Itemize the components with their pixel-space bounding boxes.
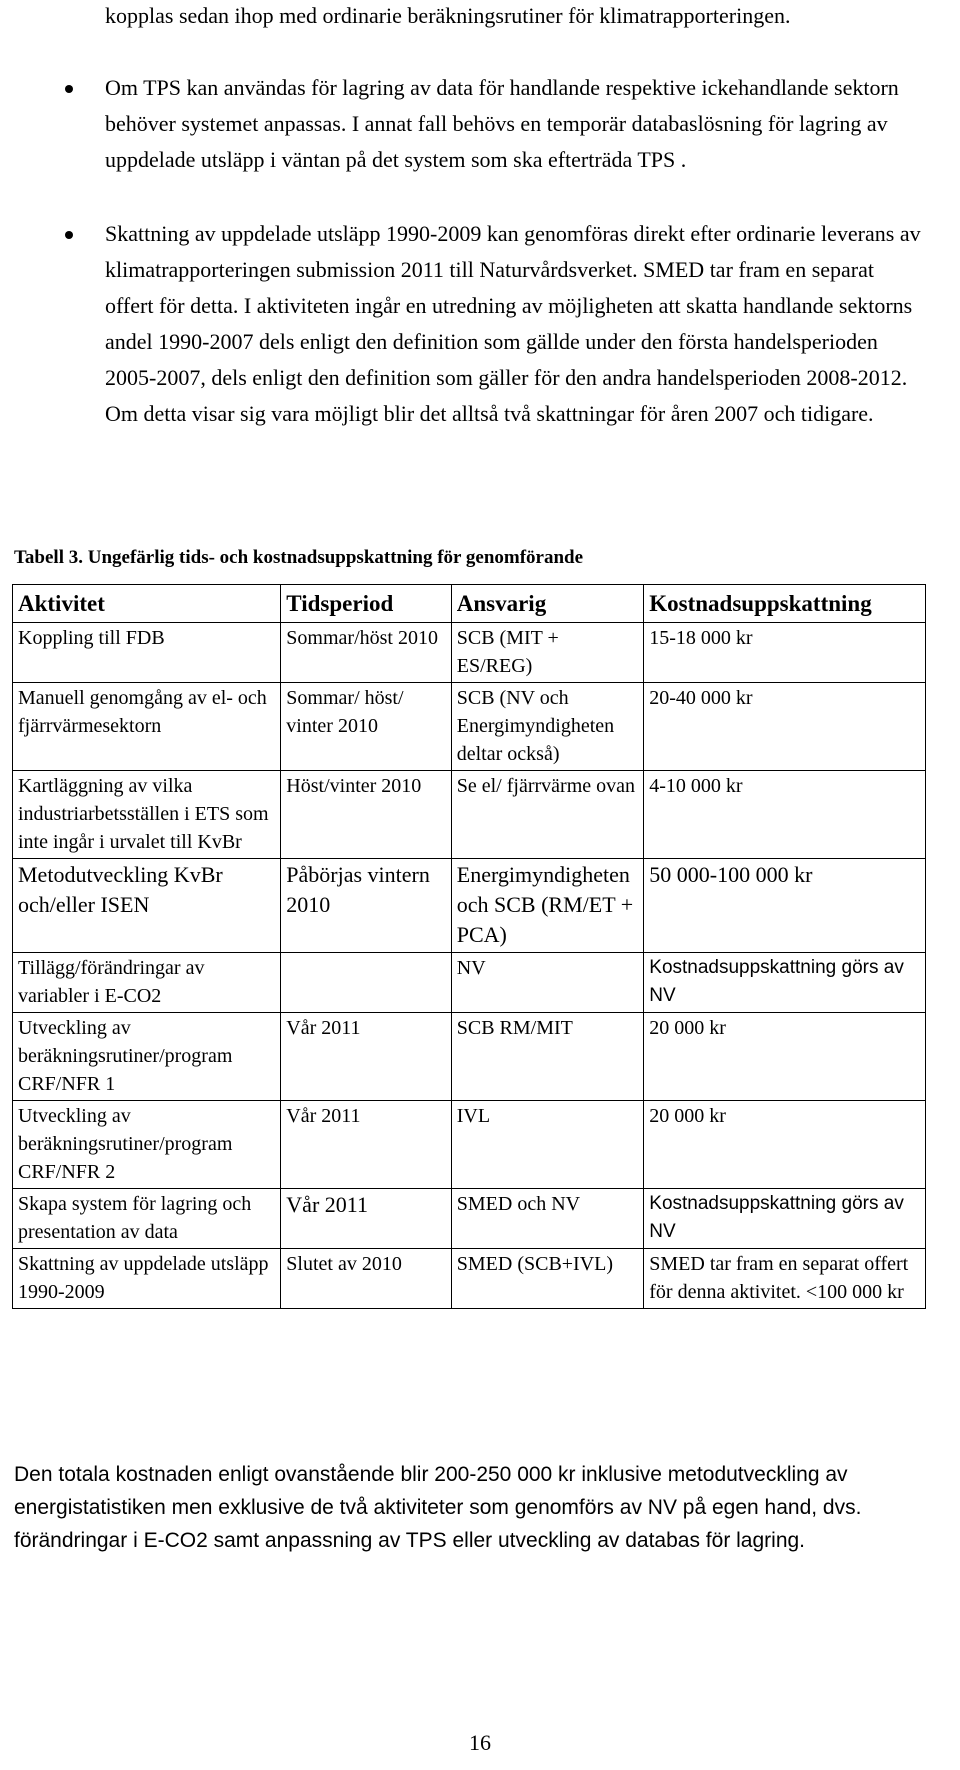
table-cell: Tillägg/förändringar av variabler i E-CO2 bbox=[13, 953, 281, 1013]
table-row bbox=[13, 1189, 926, 1249]
table-cell: Slutet av 2010 bbox=[281, 1249, 451, 1309]
table-row bbox=[13, 683, 926, 771]
table-cell: 20 000 kr bbox=[644, 1101, 926, 1189]
column-header: Aktivitet bbox=[13, 585, 281, 623]
table-cell: Sommar/ höst/ vinter 2010 bbox=[281, 683, 451, 771]
table-row bbox=[13, 623, 926, 683]
table-cell: Kostnadsuppskattning görs av NV bbox=[644, 953, 926, 1013]
table-cell: Vår 2011 bbox=[281, 1013, 451, 1101]
table-cell: Se el/ fjärrvärme ovan bbox=[451, 771, 644, 859]
table-cell: SCB (MIT + ES/REG) bbox=[451, 623, 644, 683]
table-row bbox=[13, 859, 926, 953]
table-cell: 20 000 kr bbox=[644, 1013, 926, 1101]
table-cell: SCB RM/MIT bbox=[451, 1013, 644, 1101]
summary-paragraph: Den totala kostnaden enligt ovanstående blir 200-250 000 kr inklusive metodutveckling av energistatistiken men exklusive de två aktiviteter som genomförs av NV på egen hand, dvs. förändringar i E-CO2 samt anpassning av TPS eller utveckling av databas för lagring. bbox=[14, 1463, 862, 1552]
table-cell: Metodutveckling KvBr och/eller ISEN bbox=[13, 859, 281, 953]
table-row bbox=[13, 771, 926, 859]
column-header: Kostnadsuppskattning bbox=[644, 585, 926, 623]
bullet-item bbox=[105, 216, 923, 432]
table-cell: Sommar/höst 2010 bbox=[281, 623, 451, 683]
column-header: Ansvarig bbox=[451, 585, 644, 623]
table-cell: IVL bbox=[451, 1101, 644, 1189]
table-row bbox=[13, 1249, 926, 1309]
table-row bbox=[13, 953, 926, 1013]
table-cell bbox=[281, 953, 451, 1013]
table-cell: Koppling till FDB bbox=[13, 623, 281, 683]
table-cell: Skattning av uppdelade utsläpp 1990-2009 bbox=[13, 1249, 281, 1309]
table-cell: Höst/vinter 2010 bbox=[281, 771, 451, 859]
table-cell: Skapa system för lagring och presentation av data bbox=[13, 1189, 281, 1249]
bullet-text: Om TPS kan användas för lagring av data för handlande respektive ickehandlande sektorn behöver systemet anpassas. I annat fall behövs en temporär databaslösning för lagring av uppdelade utsläpp i väntan på det system som ska efterträda TPS . bbox=[105, 75, 899, 172]
table-cell: Utveckling av beräkningsrutiner/program CRF/NFR 1 bbox=[13, 1013, 281, 1101]
table-cell: SMED (SCB+IVL) bbox=[451, 1249, 644, 1309]
table-cell: Vår 2011 bbox=[281, 1101, 451, 1189]
table-row bbox=[13, 1101, 926, 1189]
page-number: 16 bbox=[469, 1730, 491, 1755]
table-cell: Kartläggning av vilka industriarbetsställen i ETS som inte ingår i urvalet till KvBr bbox=[13, 771, 281, 859]
table-cell: Vår 2011 bbox=[281, 1189, 451, 1249]
table-cell: NV bbox=[451, 953, 644, 1013]
bullet-dot-icon bbox=[65, 85, 73, 93]
table-header-row bbox=[13, 585, 926, 623]
table-cell: Utveckling av beräkningsrutiner/program CRF/NFR 2 bbox=[13, 1101, 281, 1189]
table-cell: Energimyndigheten och SCB (RM/ET + PCA) bbox=[451, 859, 644, 953]
column-header: Tidsperiod bbox=[281, 585, 451, 623]
table-cell: 50 000-100 000 kr bbox=[644, 859, 926, 953]
table-cell: Kostnadsuppskattning görs av NV bbox=[644, 1189, 926, 1249]
table-row bbox=[13, 1013, 926, 1101]
table-cell: Manuell genomgång av el- och fjärrvärmesektorn bbox=[13, 683, 281, 771]
bullet-item bbox=[105, 70, 923, 178]
table-cell: 15-18 000 kr bbox=[644, 623, 926, 683]
table-cell: 20-40 000 kr bbox=[644, 683, 926, 771]
table-cell: SCB (NV och Energimyndigheten deltar också) bbox=[451, 683, 644, 771]
table-cell: SMED och NV bbox=[451, 1189, 644, 1249]
table-cell: Påbörjas vintern 2010 bbox=[281, 859, 451, 953]
cost-estimate-table bbox=[12, 584, 926, 1309]
table-cell: SMED tar fram en separat offert för denna aktivitet. <100 000 kr bbox=[644, 1249, 926, 1309]
table-caption: Tabell 3. Ungefärlig tids- och kostnadsuppskattning för genomförande bbox=[14, 547, 584, 568]
bullet-dot-icon bbox=[65, 231, 73, 239]
continued-paragraph: kopplas sedan ihop med ordinarie beräkningsrutiner för klimatrapporteringen. bbox=[105, 3, 791, 28]
bullet-text: Skattning av uppdelade utsläpp 1990-2009 kan genomföras direkt efter ordinarie leverans av klimatrapporteringen submission 2011 till Naturvårdsverket. SMED tar fram en separat offert för detta. I aktiviteten ingår en utredning av möjligheten att skatta handlande sektorns andel 1990-2007 dels enligt den definition som gällde under den första handelsperioden 2005-2007, dels enligt den definition som gäller för den andra handelsperioden 2008-2012. Om detta visar sig vara möjligt blir det alltså två skattningar för åren 2007 och tidigare. bbox=[105, 221, 921, 426]
table-cell: 4-10 000 kr bbox=[644, 771, 926, 859]
